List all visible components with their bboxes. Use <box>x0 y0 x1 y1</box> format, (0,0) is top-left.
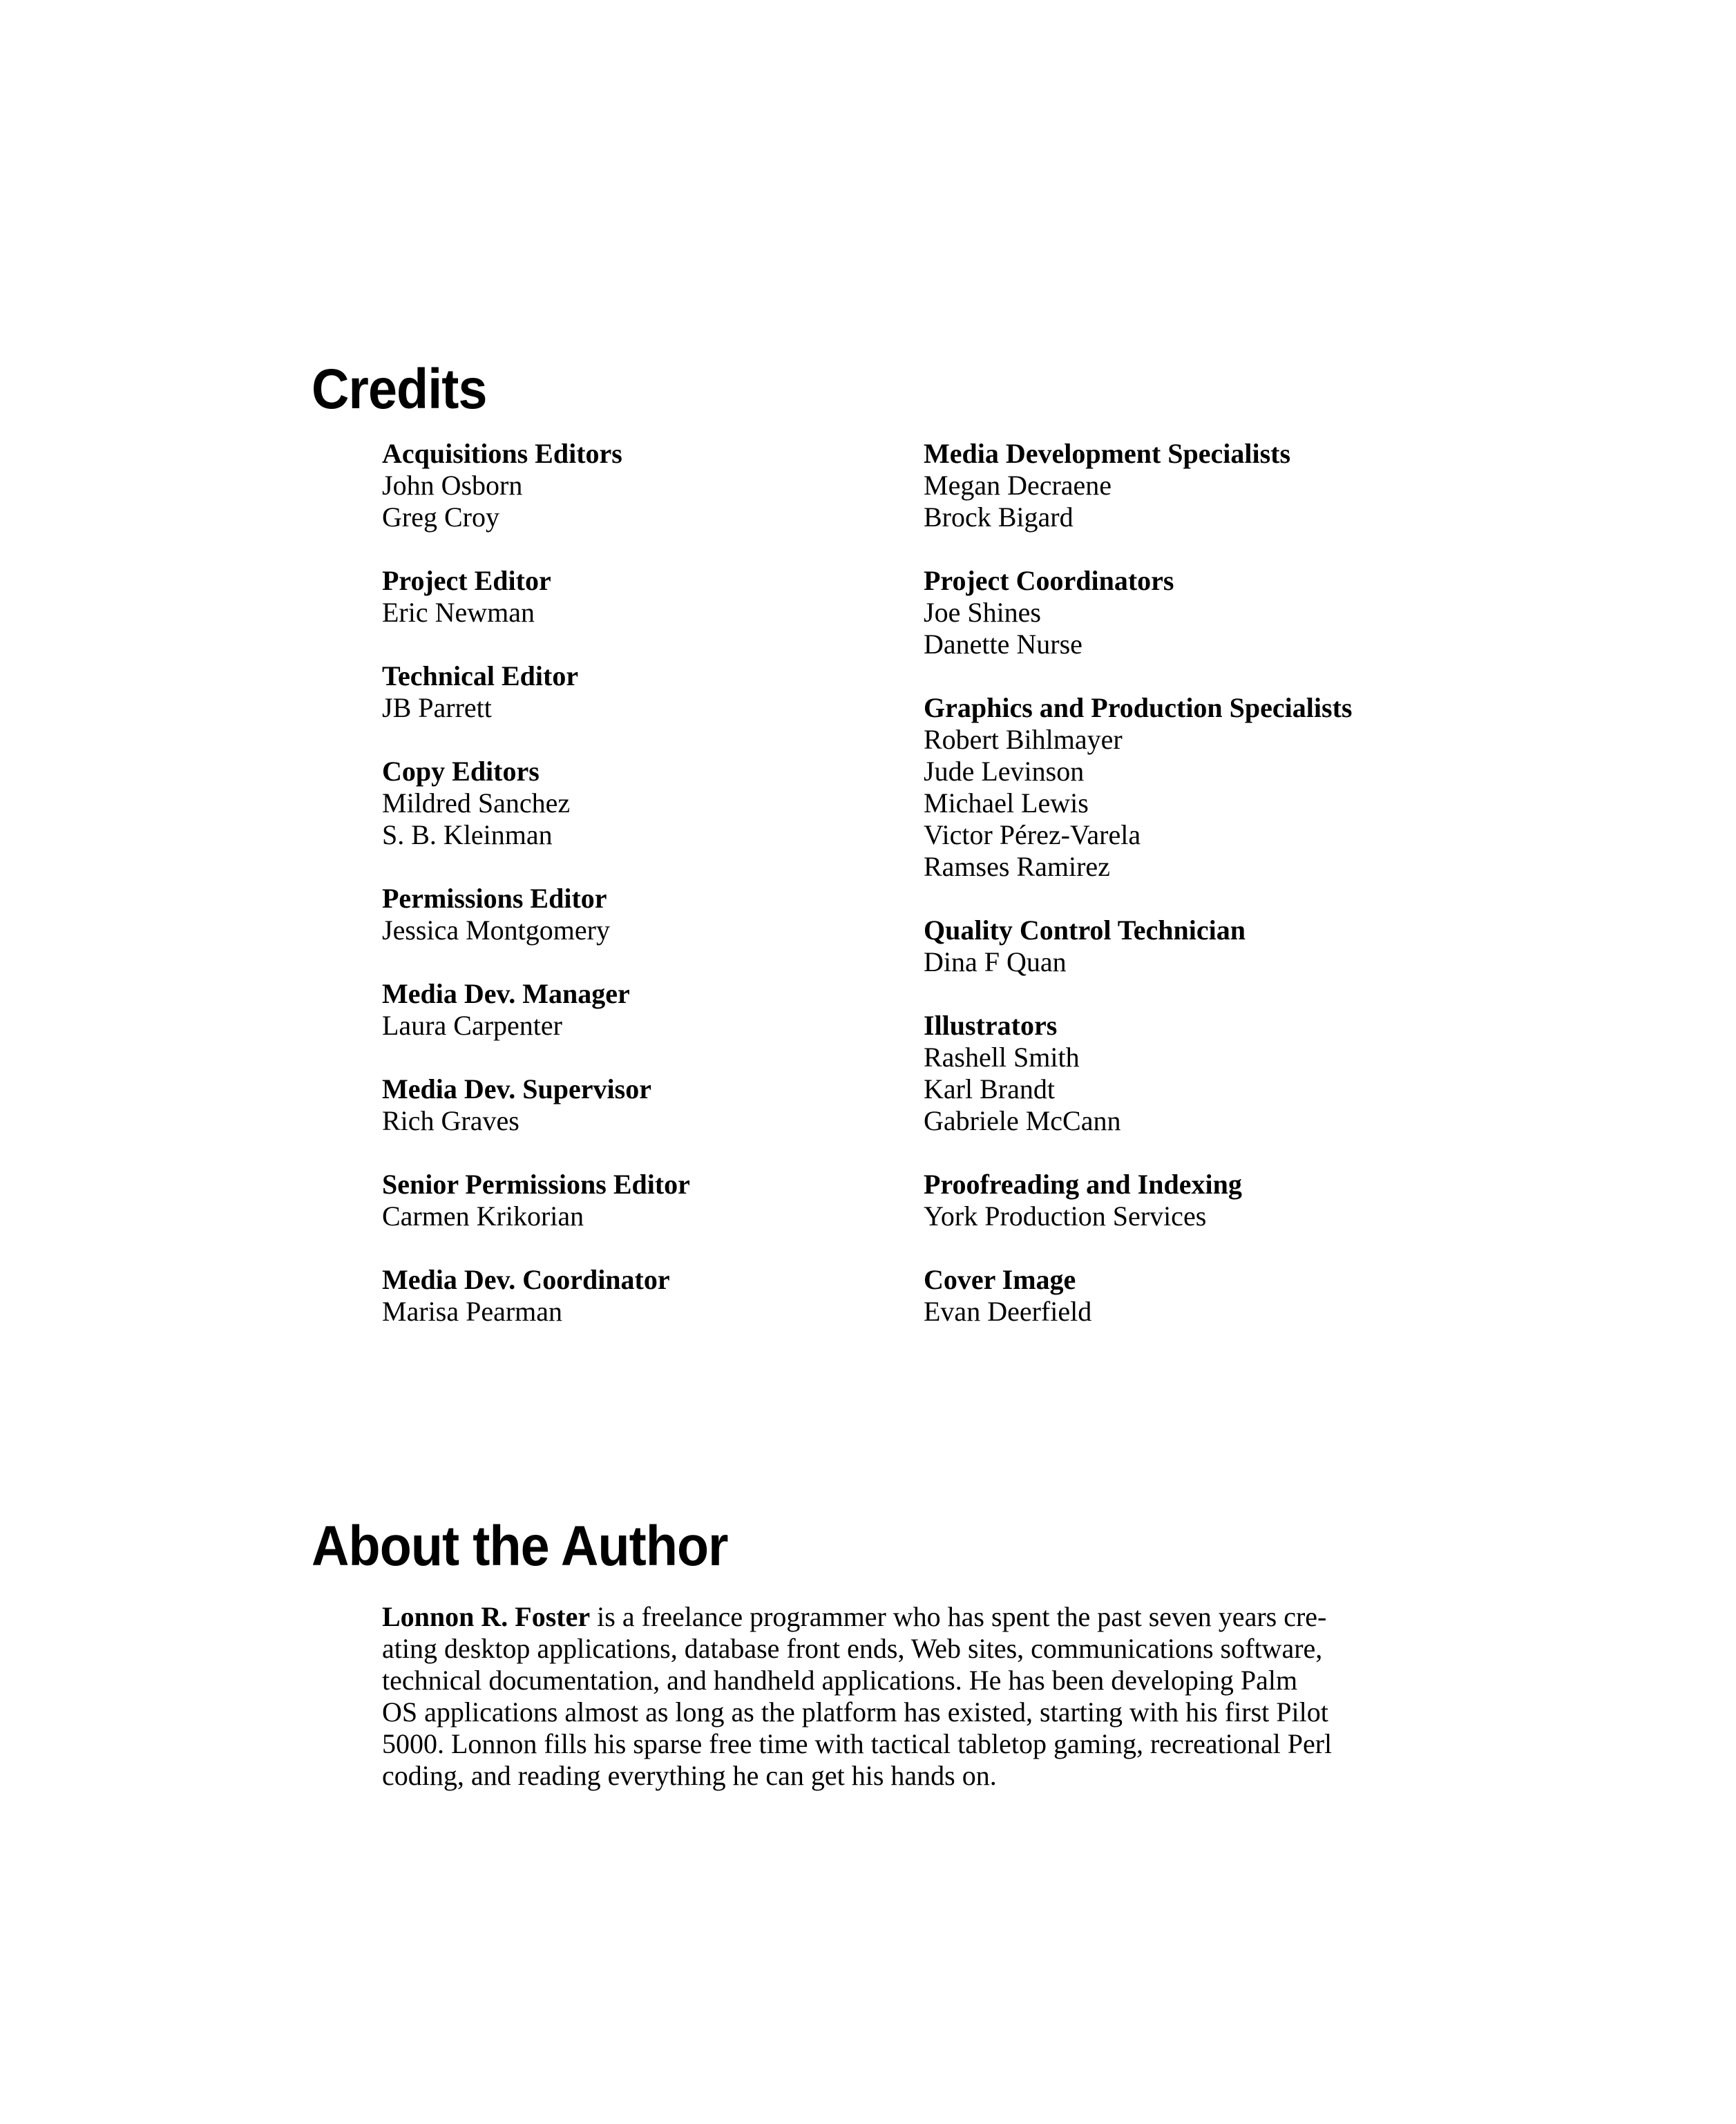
credit-person: JB Parrett <box>382 692 492 723</box>
credit-role: Cover Image <box>924 1264 1076 1295</box>
credit-group <box>382 660 866 724</box>
credit-role: Technical Editor <box>382 660 579 691</box>
credit-group <box>382 978 866 1042</box>
credit-person: S. B. Kleinman <box>382 819 553 850</box>
credit-group <box>924 1169 1545 1232</box>
author-bio <box>382 1601 1432 1792</box>
bio-line: coding, and reading everything he can get his hands on. <box>382 1760 997 1791</box>
credit-role: Project Editor <box>382 565 551 596</box>
bio-line: ating desktop applications, database front ends, Web sites, communications software, <box>382 1633 1323 1664</box>
bio-line: OS applications almost as long as the platform has existed, starting with his first Pilot <box>382 1696 1328 1728</box>
credit-group <box>924 915 1545 978</box>
credit-person: Robert Bihlmayer <box>924 724 1123 755</box>
credit-group <box>924 692 1545 883</box>
credits-right-column <box>924 438 1545 1359</box>
credit-role: Media Development Specialists <box>924 438 1291 469</box>
credit-role: Acquisitions Editors <box>382 438 622 469</box>
credit-role: Project Coordinators <box>924 565 1174 596</box>
credit-role: Media Dev. Supervisor <box>382 1073 651 1104</box>
credit-person: Dina F Quan <box>924 946 1067 977</box>
credit-role: Permissions Editor <box>382 883 607 914</box>
credit-person: Evan Deerfield <box>924 1296 1092 1327</box>
about-author-heading: About the Author <box>312 1515 728 1578</box>
credit-person: Jessica Montgomery <box>382 915 610 946</box>
credit-person: Brock Bigard <box>924 501 1074 533</box>
credit-group <box>382 1264 866 1328</box>
bio-line: 5000. Lonnon fills his sparse free time with tactical tabletop gaming, recreational Perl <box>382 1728 1333 1759</box>
credit-group <box>924 1264 1545 1328</box>
credit-role: Graphics and Production Specialists <box>924 692 1353 723</box>
credit-person: Megan Decraene <box>924 470 1112 501</box>
credit-person: Mildred Sanchez <box>382 787 571 819</box>
credit-person: Joe Shines <box>924 597 1041 628</box>
credit-role: Senior Permissions Editor <box>382 1169 690 1200</box>
credit-group <box>382 565 866 629</box>
credit-group <box>924 565 1545 660</box>
credit-person: Ramses Ramirez <box>924 851 1110 882</box>
bio-line: technical documentation, and handheld applications. He has been developing Palm <box>382 1665 1298 1696</box>
credits-heading: Credits <box>312 358 487 421</box>
bio-first-line-text: is a freelance programmer who has spent the past seven years cre- <box>590 1601 1327 1632</box>
credit-group <box>382 883 866 946</box>
credit-person: Michael Lewis <box>924 787 1089 819</box>
credit-role: Illustrators <box>924 1010 1058 1041</box>
credit-person: Greg Croy <box>382 501 499 533</box>
credit-group <box>924 1010 1545 1137</box>
credit-person: Rashell Smith <box>924 1042 1080 1073</box>
credit-role: Proofreading and Indexing <box>924 1169 1242 1200</box>
credit-group <box>382 438 866 533</box>
credit-group <box>382 1169 866 1232</box>
credit-person: Marisa Pearman <box>382 1296 563 1327</box>
credit-group <box>924 438 1545 533</box>
credit-group <box>382 1073 866 1137</box>
credits-left-column <box>382 438 866 1359</box>
credit-person: Rich Graves <box>382 1105 519 1136</box>
credit-role: Media Dev. Coordinator <box>382 1264 670 1295</box>
credit-person: Laura Carpenter <box>382 1010 562 1041</box>
credit-person: Victor Pérez-Varela <box>924 819 1141 850</box>
credit-person: Eric Newman <box>382 597 535 628</box>
credit-role: Media Dev. Manager <box>382 978 630 1009</box>
credit-person: Danette Nurse <box>924 629 1082 660</box>
credit-person: Gabriele McCann <box>924 1105 1121 1136</box>
credit-person: Karl Brandt <box>924 1073 1055 1104</box>
credit-role: Copy Editors <box>382 756 540 787</box>
credit-person: John Osborn <box>382 470 523 501</box>
author-name: Lonnon R. Foster <box>382 1601 591 1632</box>
credit-role: Quality Control Technician <box>924 915 1246 946</box>
credit-person: York Production Services <box>924 1200 1207 1232</box>
credit-group <box>382 756 866 851</box>
credit-person: Carmen Krikorian <box>382 1200 584 1232</box>
credit-person: Jude Levinson <box>924 756 1085 787</box>
bio-line <box>382 1601 1432 1633</box>
